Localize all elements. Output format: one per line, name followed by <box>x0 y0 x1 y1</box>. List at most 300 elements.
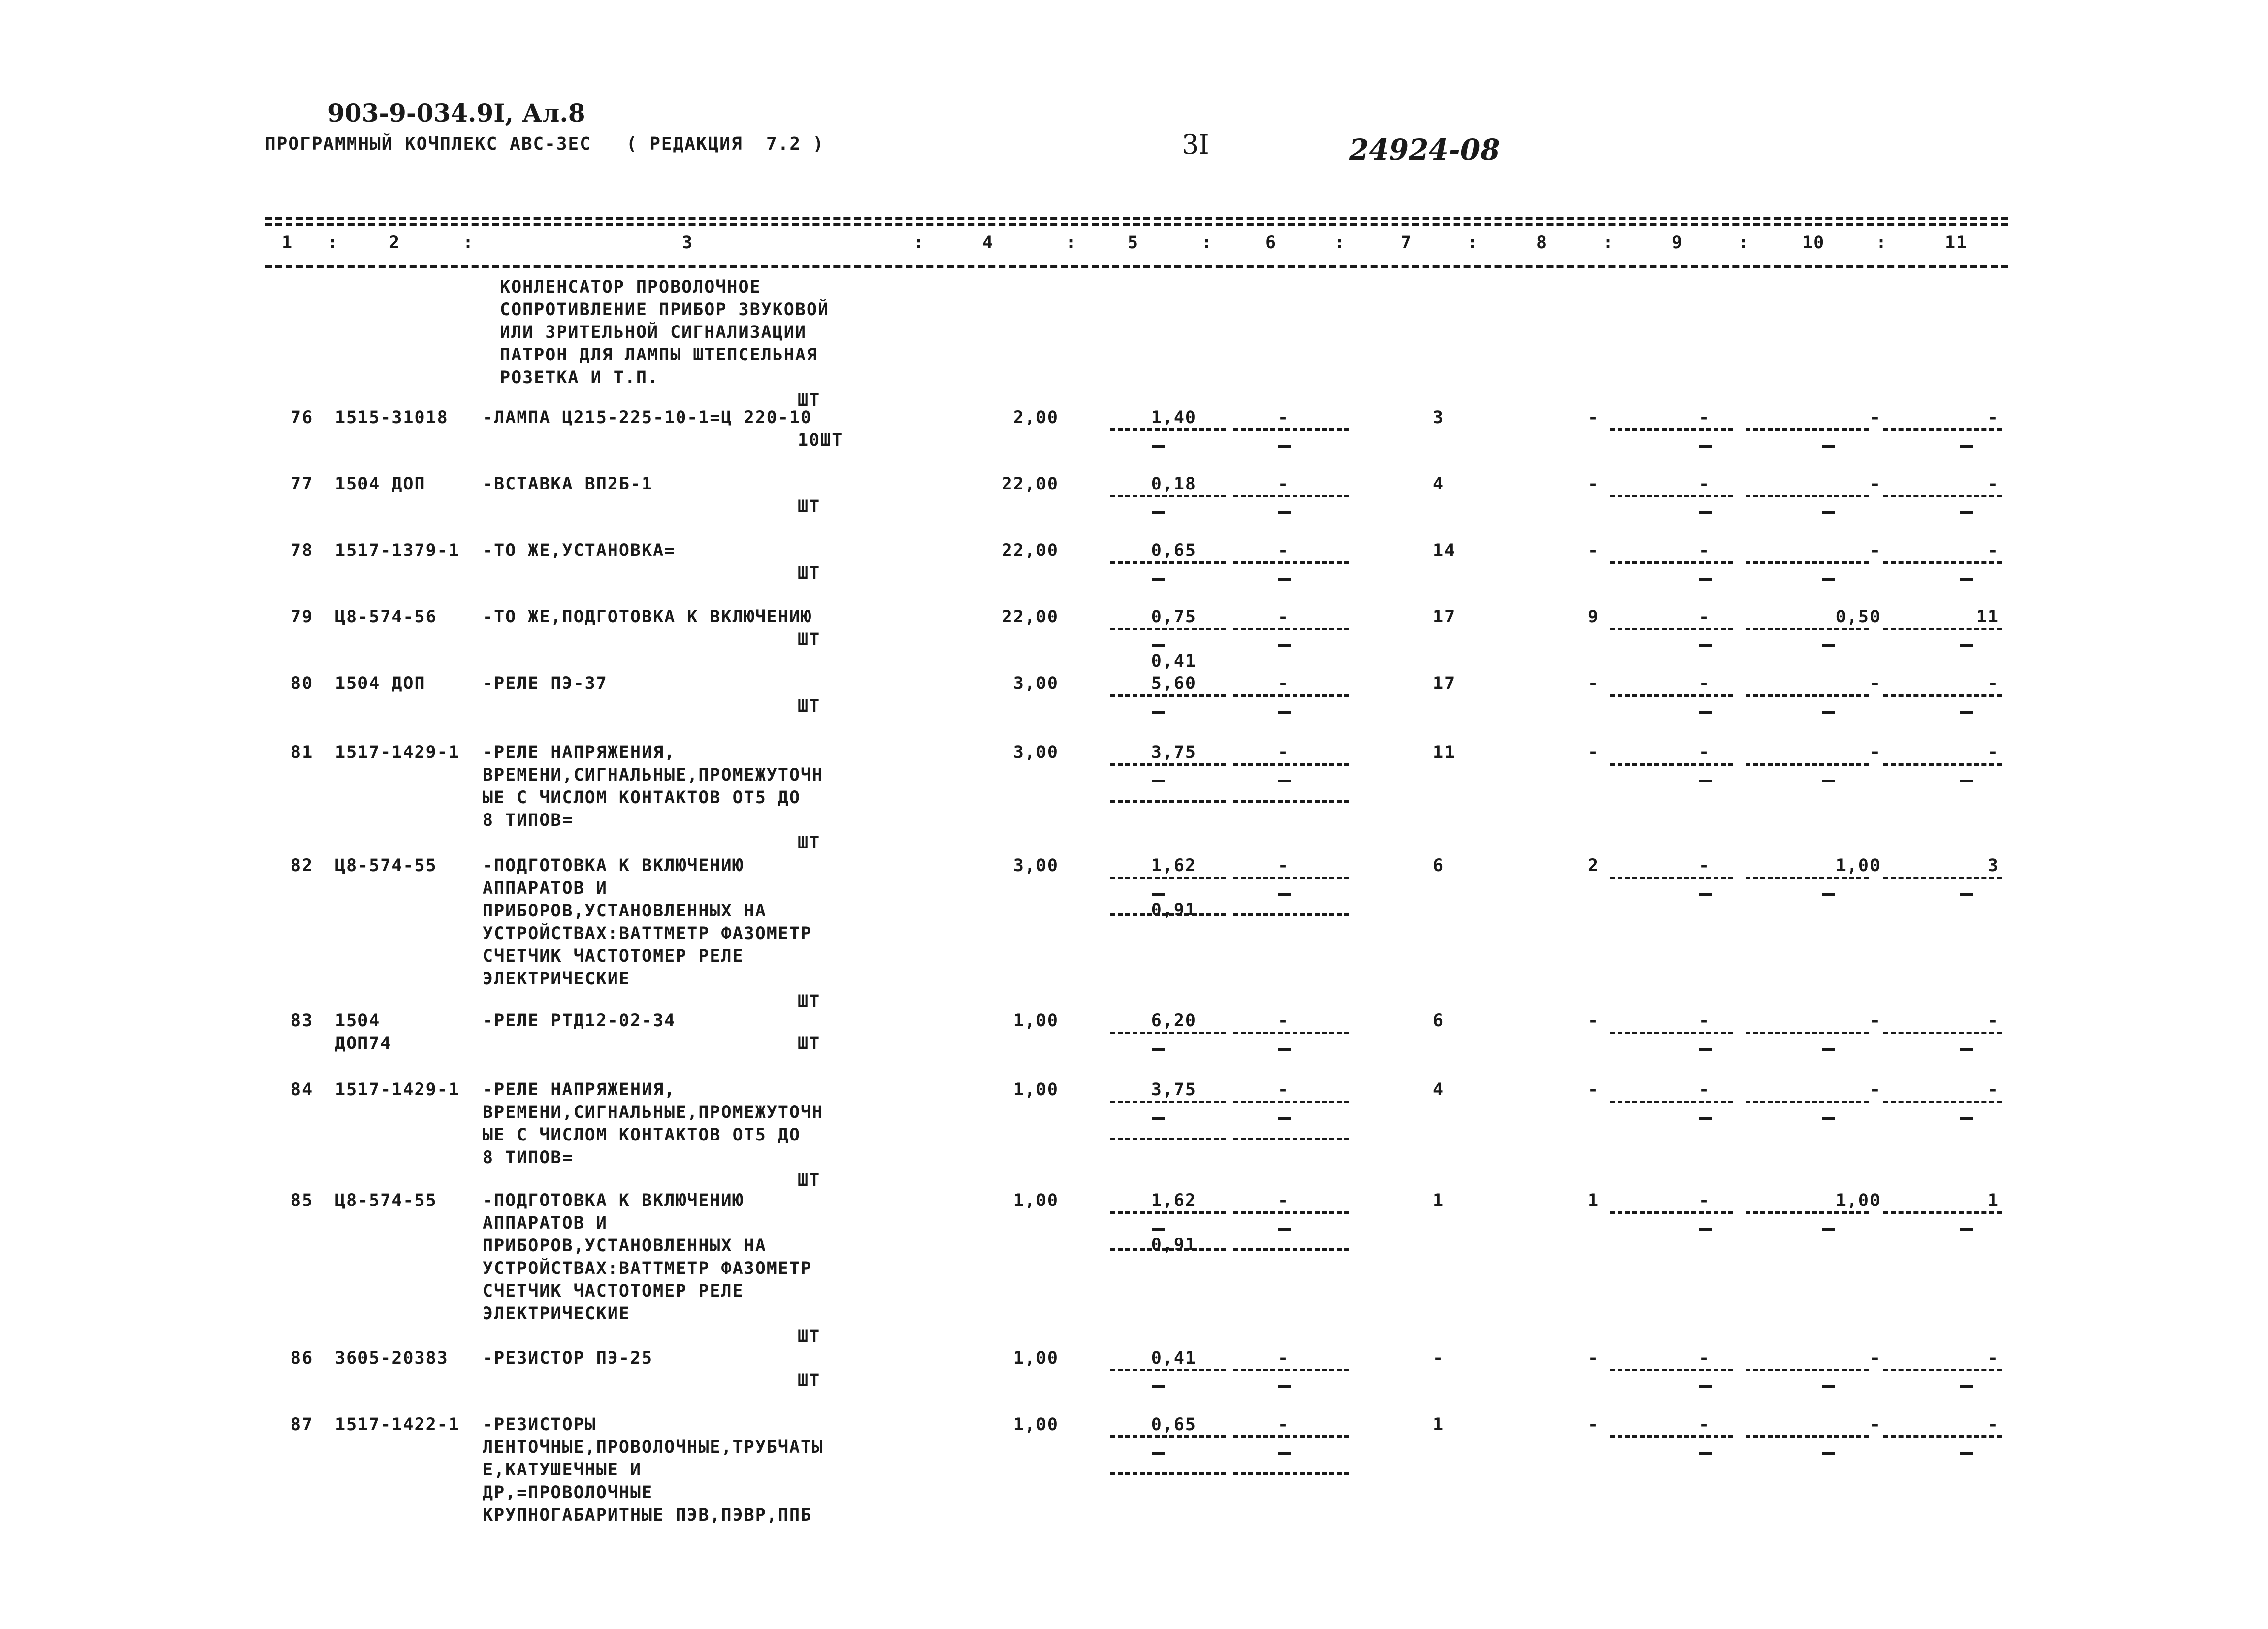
empty-cell-mark <box>1960 711 1973 714</box>
cell-dash-line <box>1110 428 1226 431</box>
cell-dash-line <box>1610 495 1733 497</box>
row-col8: - <box>1588 1011 1600 1031</box>
cell-dash-line <box>1883 1211 2002 1214</box>
row-name-line: -ЛАМПА Ц215-225-10-1=Ц 220-10 <box>483 408 812 427</box>
cell-dash-line <box>1746 628 1869 630</box>
row-col10: 1,00 <box>1835 1191 1881 1210</box>
cell-dash-line <box>1110 628 1226 630</box>
cell-dash-line <box>1110 1435 1226 1438</box>
row-number: 77 <box>291 474 314 494</box>
empty-cell-mark <box>1960 511 1973 514</box>
cell-dash-line <box>1746 877 1869 879</box>
cell-dash-line <box>1883 1369 2002 1371</box>
cell-dash-line <box>1883 561 2002 564</box>
row-number: 79 <box>291 607 314 627</box>
row-col5-value: 6,20 <box>1151 1011 1197 1031</box>
intro-line: СОПРОТИВЛЕНИЕ ПРИБОР ЗВУКОВОЙ <box>500 300 830 320</box>
cell-dash-line <box>1610 1435 1733 1438</box>
row-col8: 1 <box>1588 1191 1600 1210</box>
row-unit: ШТ <box>798 833 821 853</box>
row-number: 81 <box>291 743 314 762</box>
row-col11: - <box>1987 1415 1999 1434</box>
row-col10: 1,00 <box>1835 856 1881 876</box>
intro-line: РОЗЕТКА И Т.П. <box>500 368 659 388</box>
empty-cell-mark <box>1278 445 1291 448</box>
row-col11: - <box>1987 408 1999 427</box>
cell-dash-line <box>1110 1138 1226 1140</box>
cell-dash-line <box>1746 1101 1869 1103</box>
row-qty: 22,00 <box>1002 607 1059 627</box>
row-col5-value: 0,91 <box>1151 900 1197 920</box>
empty-cell-mark <box>1152 780 1165 782</box>
row-code: Ц8-574-55 <box>335 1191 437 1210</box>
table-top-rule-2 <box>265 223 2008 226</box>
row-code: Ц8-574-56 <box>335 607 437 627</box>
row-col11: 3 <box>1987 856 1999 876</box>
empty-cell-mark <box>1278 644 1291 647</box>
column-header: 10 <box>1802 233 1825 253</box>
row-name-line: ЛЕНТОЧНЫЕ,ПРОВОЛОЧНЫЕ,ТРУБЧАТЫ <box>483 1437 824 1457</box>
cell-dash-line <box>1883 763 2002 766</box>
row-col11: 1 <box>1987 1191 1999 1210</box>
table-header-rule <box>265 265 2008 268</box>
row-col9: - <box>1699 743 1711 762</box>
cell-dash-line <box>1883 628 2002 630</box>
empty-cell-mark <box>1152 445 1165 448</box>
row-col9: - <box>1699 474 1711 494</box>
row-unit: ШТ <box>798 630 821 650</box>
row-col9: - <box>1699 408 1711 427</box>
cell-dash-line <box>1233 800 1349 803</box>
empty-cell-mark <box>1699 644 1712 647</box>
row-code: 1517-1422-1 <box>335 1415 460 1434</box>
cell-dash-line <box>1883 1101 2002 1103</box>
row-col10: - <box>1869 474 1881 494</box>
cell-dash-line <box>1110 694 1226 697</box>
row-name-line: ПРИБОРОВ,УСТАНОВЛЕННЫХ НА <box>483 901 767 921</box>
row-col7: - <box>1433 1348 1445 1368</box>
row-col5-value: 1,62 <box>1151 1191 1197 1210</box>
row-unit: ШТ <box>798 1327 821 1346</box>
empty-cell-mark <box>1699 511 1712 514</box>
row-name-line: АППАРАТОВ И <box>483 1213 608 1233</box>
row-col8: 2 <box>1588 856 1600 876</box>
empty-cell-mark <box>1960 1228 1973 1231</box>
empty-cell-mark <box>1278 1117 1291 1120</box>
row-col7: 4 <box>1433 1080 1445 1100</box>
cell-dash-line <box>1110 1101 1226 1103</box>
row-unit: ШТ <box>798 696 821 716</box>
intro-line: ИЛИ ЗРИТЕЛЬНОЙ СИГНАЛИЗАЦИИ <box>500 323 807 342</box>
column-separator: : <box>327 233 339 253</box>
row-col6: - <box>1278 1191 1290 1210</box>
cell-dash-line <box>1610 628 1733 630</box>
cell-dash-line <box>1746 763 1869 766</box>
cell-dash-line <box>1110 877 1226 879</box>
row-qty: 1,00 <box>1013 1348 1059 1368</box>
cell-dash-line <box>1233 1211 1349 1214</box>
empty-cell-mark <box>1699 445 1712 448</box>
row-number: 82 <box>291 856 314 876</box>
empty-cell-mark <box>1278 1228 1291 1231</box>
row-col7: 1 <box>1433 1415 1445 1434</box>
row-name-line: ВРЕМЕНИ,СИГНАЛЬНЫЕ,ПРОМЕЖУТОЧН <box>483 1103 824 1122</box>
cell-dash-line <box>1746 495 1869 497</box>
row-qty: 22,00 <box>1002 474 1059 494</box>
empty-cell-mark <box>1152 578 1165 581</box>
cell-dash-line <box>1233 428 1349 431</box>
row-name-line: -РЕЛЕ РТД12-02-34 <box>483 1011 676 1031</box>
cell-dash-line <box>1110 800 1226 803</box>
empty-cell-mark <box>1960 1385 1973 1388</box>
cell-dash-line <box>1610 561 1733 564</box>
row-col11: - <box>1987 474 1999 494</box>
cell-dash-line <box>1746 1211 1869 1214</box>
row-col11: 11 <box>1976 607 1999 627</box>
cell-dash-line <box>1233 694 1349 697</box>
column-separator: : <box>1201 233 1213 253</box>
row-code: 1515-31018 <box>335 408 449 427</box>
empty-cell-mark <box>1699 1228 1712 1231</box>
column-header: 8 <box>1536 233 1548 253</box>
empty-cell-mark <box>1278 711 1291 714</box>
row-col6: - <box>1278 856 1290 876</box>
cell-dash-line <box>1110 1369 1226 1371</box>
cell-dash-line <box>1610 763 1733 766</box>
cell-dash-line <box>1110 495 1226 497</box>
row-col9: - <box>1699 1011 1711 1031</box>
column-separator: : <box>913 233 925 253</box>
empty-cell-mark <box>1278 893 1291 896</box>
empty-cell-mark <box>1822 578 1835 581</box>
row-qty: 1,00 <box>1013 1011 1059 1031</box>
empty-cell-mark <box>1278 511 1291 514</box>
cell-dash-line <box>1883 694 2002 697</box>
empty-cell-mark <box>1960 780 1973 782</box>
row-col5-value: 0,91 <box>1151 1235 1197 1255</box>
row-col7: 3 <box>1433 408 1445 427</box>
row-qty: 1,00 <box>1013 1415 1059 1434</box>
empty-cell-mark <box>1960 1048 1973 1051</box>
column-separator: : <box>463 233 475 253</box>
column-separator: : <box>1603 233 1615 253</box>
cell-dash-line <box>1233 913 1349 916</box>
row-col6: - <box>1278 743 1290 762</box>
row-name-line: АППАРАТОВ И <box>483 879 608 898</box>
row-col5-value: 0,41 <box>1151 652 1197 671</box>
row-col9: - <box>1699 1415 1711 1434</box>
cell-dash-line <box>1746 1032 1869 1034</box>
empty-cell-mark <box>1822 893 1835 896</box>
cell-dash-line <box>1110 1472 1226 1475</box>
empty-cell-mark <box>1699 893 1712 896</box>
empty-cell-mark <box>1699 780 1712 782</box>
cell-dash-line <box>1746 694 1869 697</box>
row-code: 1504 ДОП <box>335 474 426 494</box>
row-col6: - <box>1278 1080 1290 1100</box>
cell-dash-line <box>1233 1248 1349 1251</box>
row-col5-value: 0,18 <box>1151 474 1197 494</box>
row-col5-value: 0,65 <box>1151 1415 1197 1434</box>
row-name-line: 8 ТИПОВ= <box>483 811 574 830</box>
column-header: 6 <box>1265 233 1277 253</box>
row-col6: - <box>1278 1348 1290 1368</box>
row-qty: 1,00 <box>1013 1191 1059 1210</box>
row-number: 86 <box>291 1348 314 1368</box>
row-name-line: УСТРОЙСТВАХ:ВАТТМЕТР ФАЗОМЕТР <box>483 1259 812 1278</box>
document-code: 903-9-034.9I, Ал.8 <box>327 98 585 128</box>
cell-dash-line <box>1883 495 2002 497</box>
row-col8: 9 <box>1588 607 1600 627</box>
row-col7: 1 <box>1433 1191 1445 1210</box>
row-col5-value: 0,75 <box>1151 607 1197 627</box>
cell-dash-line <box>1233 628 1349 630</box>
row-col5-value: 3,75 <box>1151 1080 1197 1100</box>
empty-cell-mark <box>1822 780 1835 782</box>
row-name-line: -ТО ЖЕ,УСТАНОВКА= <box>483 541 676 560</box>
empty-cell-mark <box>1822 711 1835 714</box>
cell-dash-line <box>1883 1032 2002 1034</box>
row-name-line: -РЕЛЕ НАПРЯЖЕНИЯ, <box>483 743 676 762</box>
cell-dash-line <box>1110 763 1226 766</box>
column-header: 4 <box>982 233 994 253</box>
row-code: 1517-1429-1 <box>335 1080 460 1100</box>
empty-cell-mark <box>1152 1117 1165 1120</box>
row-col8: - <box>1588 1348 1600 1368</box>
row-name-line: -ПОДГОТОВКА К ВКЛЮЧЕНИЮ <box>483 856 744 876</box>
cell-dash-line <box>1746 1435 1869 1438</box>
column-header: 9 <box>1672 233 1684 253</box>
row-number: 84 <box>291 1080 314 1100</box>
row-col10: - <box>1869 743 1881 762</box>
row-col5-value: 5,60 <box>1151 674 1197 693</box>
row-code-line2: ДОП74 <box>335 1034 392 1053</box>
row-name-line: -ТО ЖЕ,ПОДГОТОВКА К ВКЛЮЧЕНИЮ <box>483 607 812 627</box>
row-qty: 2,00 <box>1013 408 1059 427</box>
empty-cell-mark <box>1960 1452 1973 1455</box>
row-col7: 17 <box>1433 674 1456 693</box>
row-col10: - <box>1869 1080 1881 1100</box>
row-col10: - <box>1869 1348 1881 1368</box>
row-number: 83 <box>291 1011 314 1031</box>
column-header: 1 <box>282 233 293 253</box>
empty-cell-mark <box>1278 1048 1291 1051</box>
column-separator: : <box>1467 233 1479 253</box>
row-col9: - <box>1699 1080 1711 1100</box>
row-name-line: ЭЛЕКТРИЧЕСКИЕ <box>483 969 630 989</box>
row-col11: - <box>1987 1080 1999 1100</box>
handwritten-number: 24924-08 <box>1349 133 1500 166</box>
row-name-line: Е,КАТУШЕЧНЫЕ И <box>483 1460 642 1480</box>
cell-dash-line <box>1233 561 1349 564</box>
cell-dash-line <box>1233 1032 1349 1034</box>
cell-dash-line <box>1746 1369 1869 1371</box>
empty-cell-mark <box>1152 511 1165 514</box>
row-name-line: ПРИБОРОВ,УСТАНОВЛЕННЫХ НА <box>483 1236 767 1256</box>
row-unit-above: ШТ <box>798 391 821 410</box>
row-col10: - <box>1869 1415 1881 1434</box>
cell-dash-line <box>1746 561 1869 564</box>
cell-dash-line <box>1110 913 1226 916</box>
column-separator: : <box>1334 233 1346 253</box>
row-number: 80 <box>291 674 314 693</box>
cell-dash-line <box>1610 1101 1733 1103</box>
row-col11: - <box>1987 743 1999 762</box>
row-col10: 0,50 <box>1835 607 1881 627</box>
row-code: 3605-20383 <box>335 1348 449 1368</box>
row-col6: - <box>1278 408 1290 427</box>
empty-cell-mark <box>1960 445 1973 448</box>
row-col11: - <box>1987 541 1999 560</box>
row-name-line: СЧЕТЧИК ЧАСТОТОМЕР РЕЛЕ <box>483 1281 744 1301</box>
empty-cell-mark <box>1960 578 1973 581</box>
row-name-line: -ПОДГОТОВКА К ВКЛЮЧЕНИЮ <box>483 1191 744 1210</box>
row-col6: - <box>1278 1415 1290 1434</box>
row-qty: 3,00 <box>1013 674 1059 693</box>
row-col9: - <box>1699 1348 1711 1368</box>
row-code: 1504 ДОП <box>335 674 426 693</box>
empty-cell-mark <box>1699 711 1712 714</box>
cell-dash-line <box>1233 763 1349 766</box>
column-header: 3 <box>682 233 694 253</box>
row-col10: - <box>1869 541 1881 560</box>
empty-cell-mark <box>1152 893 1165 896</box>
row-col5-value: 1,62 <box>1151 856 1197 876</box>
row-name-line: УСТРОЙСТВАХ:ВАТТМЕТР ФАЗОМЕТР <box>483 924 812 944</box>
row-col5-value: 3,75 <box>1151 743 1197 762</box>
empty-cell-mark <box>1699 1385 1712 1388</box>
row-name-line: КРУПНОГАБАРИТНЫЕ ПЭВ,ПЭВР,ППБ <box>483 1505 812 1525</box>
row-col8: - <box>1588 743 1600 762</box>
row-col6: - <box>1278 1011 1290 1031</box>
cell-dash-line <box>1110 1248 1226 1251</box>
column-separator: : <box>1066 233 1078 253</box>
row-name-line: -РЕЛЕ НАПРЯЖЕНИЯ, <box>483 1080 676 1100</box>
page-number: 3I <box>1182 129 1209 160</box>
cell-dash-line <box>1883 877 2002 879</box>
cell-dash-line <box>1610 1211 1733 1214</box>
row-qty: 3,00 <box>1013 856 1059 876</box>
row-col5-value: 1,40 <box>1151 408 1197 427</box>
row-number: 85 <box>291 1191 314 1210</box>
row-code: 1517-1379-1 <box>335 541 460 560</box>
cell-dash-line <box>1610 428 1733 431</box>
row-col6: - <box>1278 607 1290 627</box>
empty-cell-mark <box>1822 1452 1835 1455</box>
row-col7: 14 <box>1433 541 1456 560</box>
row-col9: - <box>1699 674 1711 693</box>
table-top-rule <box>265 217 2008 220</box>
intro-line: ПАТРОН ДЛЯ ЛАМПЫ ШТЕПСЕЛЬНАЯ <box>500 345 818 365</box>
row-col8: - <box>1588 541 1600 560</box>
empty-cell-mark <box>1960 644 1973 647</box>
row-col10: - <box>1869 1011 1881 1031</box>
row-name-line: -ВСТАВКА ВП2Б-1 <box>483 474 653 494</box>
row-col8: - <box>1588 474 1600 494</box>
empty-cell-mark <box>1699 1048 1712 1051</box>
row-col8: - <box>1588 408 1600 427</box>
row-col9: - <box>1699 541 1711 560</box>
empty-cell-mark <box>1822 511 1835 514</box>
column-header: 2 <box>389 233 401 253</box>
row-name-line: ЫЕ С ЧИСЛОМ КОНТАКТОВ ОТ5 ДО <box>483 788 801 808</box>
cell-dash-line <box>1610 1369 1733 1371</box>
empty-cell-mark <box>1822 1048 1835 1051</box>
row-name-line: ВРЕМЕНИ,СИГНАЛЬНЫЕ,ПРОМЕЖУТОЧН <box>483 765 824 785</box>
row-unit: 10ШТ <box>798 430 843 450</box>
empty-cell-mark <box>1152 1048 1165 1051</box>
cell-dash-line <box>1883 1435 2002 1438</box>
column-header: 11 <box>1945 233 1968 253</box>
empty-cell-mark <box>1278 1452 1291 1455</box>
cell-dash-line <box>1110 561 1226 564</box>
row-col5-value: 0,65 <box>1151 541 1197 560</box>
row-name-line: 8 ТИПОВ= <box>483 1148 574 1168</box>
row-unit: ШТ <box>798 497 821 517</box>
column-separator: : <box>1876 233 1888 253</box>
empty-cell-mark <box>1278 578 1291 581</box>
column-header: 5 <box>1128 233 1139 253</box>
cell-dash-line <box>1233 1435 1349 1438</box>
cell-dash-line <box>1110 1211 1226 1214</box>
cell-dash-line <box>1233 1472 1349 1475</box>
row-col9: - <box>1699 1191 1711 1210</box>
cell-dash-line <box>1746 428 1869 431</box>
row-unit: ШТ <box>798 1371 821 1391</box>
empty-cell-mark <box>1960 893 1973 896</box>
cell-dash-line <box>1233 877 1349 879</box>
row-col5-value: 0,41 <box>1151 1348 1197 1368</box>
row-name-line: ЭЛЕКТРИЧЕСКИЕ <box>483 1304 630 1324</box>
row-number: 76 <box>291 408 314 427</box>
cell-dash-line <box>1233 495 1349 497</box>
empty-cell-mark <box>1822 1385 1835 1388</box>
row-name-line: -РЕЛЕ ПЭ-37 <box>483 674 608 693</box>
row-qty: 3,00 <box>1013 743 1059 762</box>
row-col10: - <box>1869 674 1881 693</box>
column-header: 7 <box>1401 233 1413 253</box>
cell-dash-line <box>1883 428 2002 431</box>
row-name-line: СЧЕТЧИК ЧАСТОТОМЕР РЕЛЕ <box>483 946 744 966</box>
empty-cell-mark <box>1152 711 1165 714</box>
row-code: 1517-1429-1 <box>335 743 460 762</box>
cell-dash-line <box>1233 1101 1349 1103</box>
empty-cell-mark <box>1699 578 1712 581</box>
empty-cell-mark <box>1152 1452 1165 1455</box>
row-col7: 6 <box>1433 856 1445 876</box>
row-unit: ШТ <box>798 563 821 583</box>
cell-dash-line <box>1233 1138 1349 1140</box>
row-col7: 6 <box>1433 1011 1445 1031</box>
row-col10: - <box>1869 408 1881 427</box>
cell-dash-line <box>1610 877 1733 879</box>
empty-cell-mark <box>1822 1228 1835 1231</box>
row-qty: 22,00 <box>1002 541 1059 560</box>
row-number: 78 <box>291 541 314 560</box>
row-col6: - <box>1278 674 1290 693</box>
row-name-line: -РЕЗИСТОРЫ <box>483 1415 596 1434</box>
column-separator: : <box>1738 233 1750 253</box>
empty-cell-mark <box>1822 1117 1835 1120</box>
empty-cell-mark <box>1960 1117 1973 1120</box>
row-col9: - <box>1699 607 1711 627</box>
row-col7: 17 <box>1433 607 1456 627</box>
empty-cell-mark <box>1278 780 1291 782</box>
row-col11: - <box>1987 1348 1999 1368</box>
empty-cell-mark <box>1699 1452 1712 1455</box>
empty-cell-mark <box>1152 1385 1165 1388</box>
row-unit: ШТ <box>798 1034 821 1053</box>
